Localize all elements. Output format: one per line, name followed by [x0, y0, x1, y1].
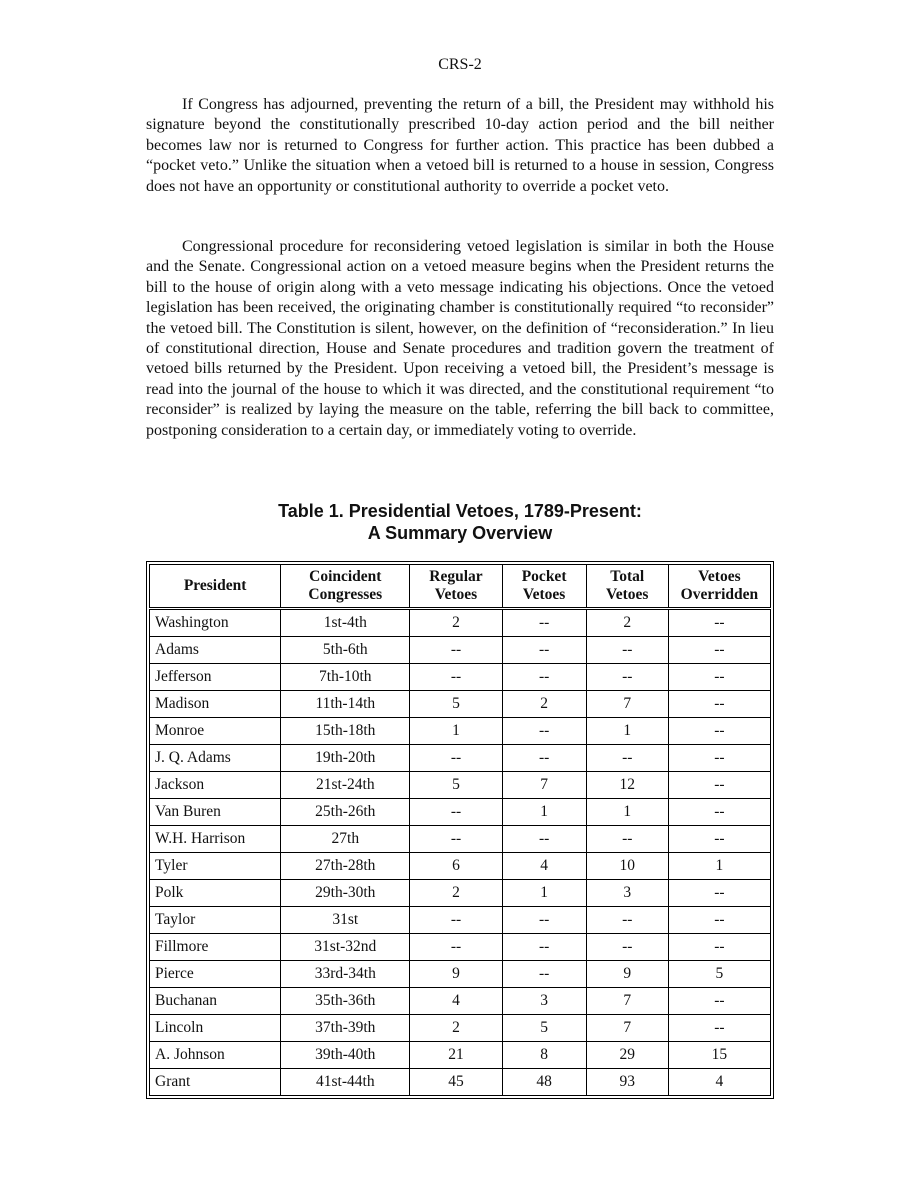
- cell-total-vetoes: 10: [586, 853, 668, 880]
- cell-total-vetoes: --: [586, 826, 668, 853]
- column-header-text: Vetoes: [522, 586, 566, 603]
- cell-vetoes-overridden: 4: [668, 1069, 770, 1096]
- cell-coincident-congresses: 11th-14th: [281, 691, 410, 718]
- table-row: [150, 664, 771, 691]
- table-header-row: [150, 565, 771, 609]
- column-header-text: Vetoes: [605, 586, 649, 603]
- cell-pocket-vetoes: --: [502, 637, 586, 664]
- cell-vetoes-overridden: --: [668, 826, 770, 853]
- cell-pocket-vetoes: --: [502, 664, 586, 691]
- cell-vetoes-overridden: 5: [668, 961, 770, 988]
- cell-regular-vetoes: --: [410, 745, 502, 772]
- cell-coincident-congresses: 15th-18th: [281, 718, 410, 745]
- cell-regular-vetoes: --: [410, 637, 502, 664]
- cell-total-vetoes: 3: [586, 880, 668, 907]
- table-title: [0, 500, 920, 544]
- cell-total-vetoes: 1: [586, 718, 668, 745]
- table-row: [150, 718, 771, 745]
- cell-coincident-congresses: 1st-4th: [281, 609, 410, 637]
- cell-president: Buchanan: [150, 988, 281, 1015]
- cell-president: Adams: [150, 637, 281, 664]
- column-header-text: Congresses: [308, 586, 383, 603]
- cell-regular-vetoes: 5: [410, 691, 502, 718]
- cell-president: Fillmore: [150, 934, 281, 961]
- table-title-line-2: A Summary Overview: [367, 523, 553, 543]
- cell-pocket-vetoes: 1: [502, 799, 586, 826]
- cell-president: Madison: [150, 691, 281, 718]
- table-row: [150, 880, 771, 907]
- cell-pocket-vetoes: --: [502, 826, 586, 853]
- cell-president: W.H. Harrison: [150, 826, 281, 853]
- cell-regular-vetoes: 4: [410, 988, 502, 1015]
- cell-vetoes-overridden: --: [668, 664, 770, 691]
- cell-total-vetoes: 7: [586, 691, 668, 718]
- table-row: [150, 1069, 771, 1096]
- veto-table-frame: [146, 561, 774, 1099]
- cell-coincident-congresses: 7th-10th: [281, 664, 410, 691]
- table-row: [150, 637, 771, 664]
- cell-vetoes-overridden: --: [668, 772, 770, 799]
- table-row: [150, 772, 771, 799]
- table-row: [150, 609, 771, 637]
- cell-vetoes-overridden: 1: [668, 853, 770, 880]
- cell-vetoes-overridden: --: [668, 799, 770, 826]
- cell-coincident-congresses: 25th-26th: [281, 799, 410, 826]
- table-row: [150, 961, 771, 988]
- cell-pocket-vetoes: 2: [502, 691, 586, 718]
- cell-vetoes-overridden: --: [668, 988, 770, 1015]
- cell-total-vetoes: 2: [586, 609, 668, 637]
- cell-coincident-congresses: 33rd-34th: [281, 961, 410, 988]
- cell-president: Jefferson: [150, 664, 281, 691]
- cell-regular-vetoes: 2: [410, 609, 502, 637]
- cell-president: Monroe: [150, 718, 281, 745]
- table-row: [150, 745, 771, 772]
- cell-coincident-congresses: 5th-6th: [281, 637, 410, 664]
- table-row: [150, 1015, 771, 1042]
- cell-vetoes-overridden: --: [668, 907, 770, 934]
- cell-vetoes-overridden: --: [668, 1015, 770, 1042]
- cell-regular-vetoes: 6: [410, 853, 502, 880]
- paragraph-pocket-veto: If Congress has adjourned, preventing the return of a bill, the President may withhold his signature beyond the constitutionally prescribed 10-day action period and the bill neither becomes law nor is returned to Congress for further action. This practice has been dubbed a “pocket veto.” Unlike the situation when a vetoed bill is returned to a house in session, Congress does not have an opportunity or constitutional authority to override a pocket veto.: [146, 96, 774, 195]
- cell-vetoes-overridden: --: [668, 637, 770, 664]
- cell-president: Jackson: [150, 772, 281, 799]
- cell-regular-vetoes: 45: [410, 1069, 502, 1096]
- cell-pocket-vetoes: 7: [502, 772, 586, 799]
- cell-president: J. Q. Adams: [150, 745, 281, 772]
- cell-coincident-congresses: 41st-44th: [281, 1069, 410, 1096]
- cell-president: Van Buren: [150, 799, 281, 826]
- table-row: [150, 934, 771, 961]
- cell-pocket-vetoes: --: [502, 745, 586, 772]
- column-header-text: Regular: [429, 568, 483, 585]
- column-header-text: Overridden: [680, 586, 759, 603]
- cell-total-vetoes: --: [586, 745, 668, 772]
- page-label: CRS-2: [438, 56, 482, 73]
- cell-pocket-vetoes: --: [502, 609, 586, 637]
- cell-total-vetoes: 9: [586, 961, 668, 988]
- table-row: [150, 988, 771, 1015]
- cell-president: A. Johnson: [150, 1042, 281, 1069]
- cell-pocket-vetoes: --: [502, 961, 586, 988]
- cell-total-vetoes: 29: [586, 1042, 668, 1069]
- cell-total-vetoes: 7: [586, 1015, 668, 1042]
- cell-pocket-vetoes: 5: [502, 1015, 586, 1042]
- cell-vetoes-overridden: --: [668, 691, 770, 718]
- cell-vetoes-overridden: --: [668, 934, 770, 961]
- table-row: [150, 691, 771, 718]
- cell-regular-vetoes: 2: [410, 880, 502, 907]
- column-header-text: Vetoes: [434, 586, 478, 603]
- cell-president: Lincoln: [150, 1015, 281, 1042]
- cell-pocket-vetoes: 4: [502, 853, 586, 880]
- veto-table: [149, 564, 771, 1096]
- cell-vetoes-overridden: --: [668, 745, 770, 772]
- cell-coincident-congresses: 31st-32nd: [281, 934, 410, 961]
- cell-coincident-congresses: 39th-40th: [281, 1042, 410, 1069]
- cell-pocket-vetoes: 48: [502, 1069, 586, 1096]
- cell-coincident-congresses: 27th: [281, 826, 410, 853]
- cell-regular-vetoes: 9: [410, 961, 502, 988]
- cell-coincident-congresses: 19th-20th: [281, 745, 410, 772]
- cell-regular-vetoes: --: [410, 799, 502, 826]
- table-row: [150, 799, 771, 826]
- cell-coincident-congresses: 31st: [281, 907, 410, 934]
- table-row: [150, 907, 771, 934]
- cell-pocket-vetoes: --: [502, 718, 586, 745]
- cell-regular-vetoes: --: [410, 826, 502, 853]
- cell-president: Tyler: [150, 853, 281, 880]
- column-header-total-vetoes: [586, 565, 668, 609]
- table-body: [150, 609, 771, 1096]
- cell-vetoes-overridden: --: [668, 609, 770, 637]
- cell-total-vetoes: --: [586, 664, 668, 691]
- cell-total-vetoes: --: [586, 934, 668, 961]
- cell-regular-vetoes: 5: [410, 772, 502, 799]
- cell-coincident-congresses: 21st-24th: [281, 772, 410, 799]
- table-row: [150, 853, 771, 880]
- cell-regular-vetoes: 1: [410, 718, 502, 745]
- cell-president: Grant: [150, 1069, 281, 1096]
- cell-total-vetoes: 93: [586, 1069, 668, 1096]
- column-header-text: Total: [610, 568, 645, 585]
- cell-coincident-congresses: 37th-39th: [281, 1015, 410, 1042]
- cell-regular-vetoes: 2: [410, 1015, 502, 1042]
- column-header-text: President: [183, 577, 247, 594]
- cell-regular-vetoes: --: [410, 907, 502, 934]
- cell-regular-vetoes: --: [410, 664, 502, 691]
- cell-pocket-vetoes: 1: [502, 880, 586, 907]
- table-title-line-1: Table 1. Presidential Vetoes, 1789-Present:: [278, 501, 642, 521]
- column-header-text: Coincident: [309, 568, 382, 585]
- table-row: [150, 1042, 771, 1069]
- cell-president: Taylor: [150, 907, 281, 934]
- cell-total-vetoes: --: [586, 637, 668, 664]
- table-row: [150, 826, 771, 853]
- cell-president: Polk: [150, 880, 281, 907]
- cell-coincident-congresses: 29th-30th: [281, 880, 410, 907]
- cell-total-vetoes: 1: [586, 799, 668, 826]
- cell-coincident-congresses: 27th-28th: [281, 853, 410, 880]
- cell-pocket-vetoes: --: [502, 907, 586, 934]
- cell-president: Pierce: [150, 961, 281, 988]
- cell-total-vetoes: 12: [586, 772, 668, 799]
- column-header-pocket-vetoes: [502, 565, 586, 609]
- cell-regular-vetoes: 21: [410, 1042, 502, 1069]
- cell-vetoes-overridden: 15: [668, 1042, 770, 1069]
- cell-total-vetoes: --: [586, 907, 668, 934]
- column-header-regular-vetoes: [410, 565, 502, 609]
- column-header-president: [150, 565, 281, 609]
- column-header-vetoes-overridden: [668, 565, 770, 609]
- cell-regular-vetoes: --: [410, 934, 502, 961]
- paragraph-reconsideration: Congressional procedure for reconsidering vetoed legislation is similar in both the House and the Senate. Congressional action on a vetoed measure begins when the President returns the bill to the house of origin along with a veto message indicating his objections. Once the vetoed legislation has been received, the originating chamber is constitutionally required “to reconsider” the vetoed bill. The Constitution is silent, however, on the definition of “reconsideration.” In lieu of constitutional direction, House and Senate procedures and tradition govern the treatment of vetoed bills returned by the President. Upon receiving a vetoed bill, the President’s message is read into the journal of the house to which it was directed, and the constitutional requirement “to reconsider” is realized by laying the measure on the table, referring the bill back to committee, postponing consideration to a certain day, or immediately voting to override.: [146, 238, 774, 439]
- column-header-text: Pocket: [521, 568, 567, 585]
- cell-total-vetoes: 7: [586, 988, 668, 1015]
- cell-pocket-vetoes: 8: [502, 1042, 586, 1069]
- cell-pocket-vetoes: --: [502, 934, 586, 961]
- cell-pocket-vetoes: 3: [502, 988, 586, 1015]
- column-header-text: Vetoes: [698, 568, 741, 585]
- column-header-coincident-congresses: [281, 565, 410, 609]
- cell-coincident-congresses: 35th-36th: [281, 988, 410, 1015]
- cell-president: Washington: [150, 609, 281, 637]
- cell-vetoes-overridden: --: [668, 718, 770, 745]
- cell-vetoes-overridden: --: [668, 880, 770, 907]
